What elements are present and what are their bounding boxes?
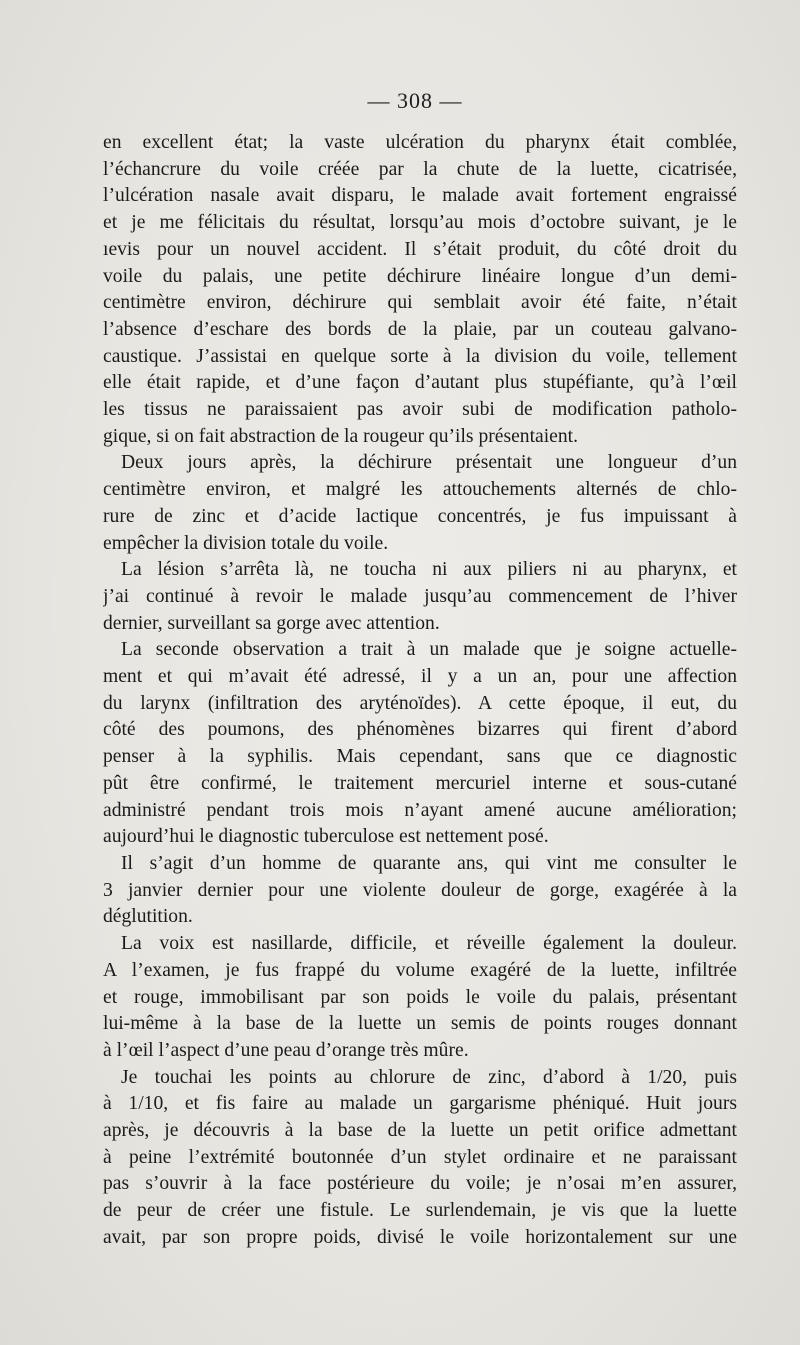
text-line: caustique. J’assistai en quelque sorte à la division du voile, tellement [103,345,737,367]
text-line: La seconde observation a trait à un malade que je soigne actuelle- [121,639,737,661]
paragraph-5 [103,851,737,931]
paragraph-4 [103,637,737,851]
body-text [103,130,737,1252]
text-line: pas s’ouvrir à la face postérieure du voile; je n’osai m’en assurer, [103,1173,737,1195]
text-line: rure de zinc et d’acide lactique concentrés, je fus impuissant à [103,505,737,527]
text-line: Il s’agit d’un homme de quarante ans, qui vint me consulter le [121,852,737,874]
text-line: déglutition. [103,906,193,928]
text-line: centimètre environ, déchirure qui semblait avoir été faite, n’était [103,292,737,314]
text-line: A l’examen, je fus frappé du volume exagéré de la luette, infiltrée [103,959,737,981]
text-line: La lésion s’arrêta là, ne toucha ni aux piliers ni au pharynx, et [121,559,737,581]
text-line: administré pendant trois mois n’ayant amené aucune amélioration; [103,799,737,821]
text-line: aujourd’hui le diagnostic tuberculose est nettement posé. [103,826,549,848]
paragraph-2 [103,450,737,557]
text-line: pût être confirmé, le traitement mercuriel interne et sous-cutané [103,772,737,794]
text-line: centimètre environ, et malgré les attouchements alternés de chlo- [103,479,737,501]
text-line: elle était rapide, et d’une façon d’autant plus stupéfiante, qu’à l’œil [103,372,737,394]
text-line: lui-même à la base de la luette un semis de points rouges donnant [103,1013,737,1035]
paragraph-6 [103,931,737,1065]
text-line: gique, si on fait abstraction de la rougeur qu’ils présentaient. [103,425,579,447]
text-line: voile du palais, une petite déchirure linéaire longue d’un demi- [103,265,737,287]
text-line: dernier, surveillant sa gorge avec attention. [103,612,440,634]
text-line: les tissus ne paraissaient pas avoir subi de modification patholo- [103,399,737,421]
text-line: à peine l’extrémité boutonnée d’un stylet ordinaire et ne paraissant [103,1146,737,1168]
text-line: La voix est nasillarde, difficile, et réveille également la douleur. [121,933,737,955]
text-line: et je me félicitais du résultat, lorsqu’au mois d’octobre suivant, je le [103,212,737,234]
page-number: — 308 — [367,88,463,113]
text-line: et rouge, immobilisant par son poids le voile du palais, présentant [103,986,737,1008]
text-line: j’ai continué à revoir le malade jusqu’au commencement de l’hiver [103,585,737,607]
text-line: ment et qui m’avait été adressé, il y a un an, pour une affection [103,666,737,688]
text-line: du larynx (infiltration des aryténoïdes). A cette époque, il eut, du [103,692,737,714]
text-line: à 1/10, et fis faire au malade un gargarisme phéniqué. Huit jours [103,1093,737,1115]
paragraph-3 [103,557,737,637]
text-line: l’échancrure du voile créée par la chute de la luette, cicatrisée, [103,158,737,180]
text-line: après, je découvris à la base de la luette un petit orifice admettant [103,1120,737,1142]
text-line: penser à la syphilis. Mais cependant, sans que ce diagnostic [103,746,737,768]
text-line: Deux jours après, la déchirure présentait une longueur d’un [121,452,737,474]
text-line: empêcher la division totale du voile. [103,532,389,554]
text-line: l’absence d’eschare des bords de la plaie, par un couteau galvano- [103,318,737,340]
paragraph-7 [103,1065,737,1252]
text-line: l’ulcération nasale avait disparu, le malade avait fortement engraissé [103,185,737,207]
text-line: à l’œil l’aspect d’une peau d’orange très mûre. [103,1039,469,1061]
text-line: côté des poumons, des phénomènes bizarres qui firent d’abord [103,719,737,741]
text-line: en excellent état; la vaste ulcération du pharynx était comblée, [103,132,737,153]
text-line: avait, par son propre poids, divisé le voile horizontalement sur une [103,1226,737,1248]
text-line: 3 janvier dernier pour une violente douleur de gorge, exagérée à la [103,879,737,901]
paragraph-1 [103,130,737,450]
text-line: de peur de créer une fistule. Le surlendemain, je vis que la luette [103,1200,737,1222]
text-line: Je touchai les points au chlorure de zinc, d’abord à 1/20, puis [121,1066,737,1088]
text-line: ıevis pour un nouvel accident. Il s’était produit, du côté droit du [103,238,737,260]
